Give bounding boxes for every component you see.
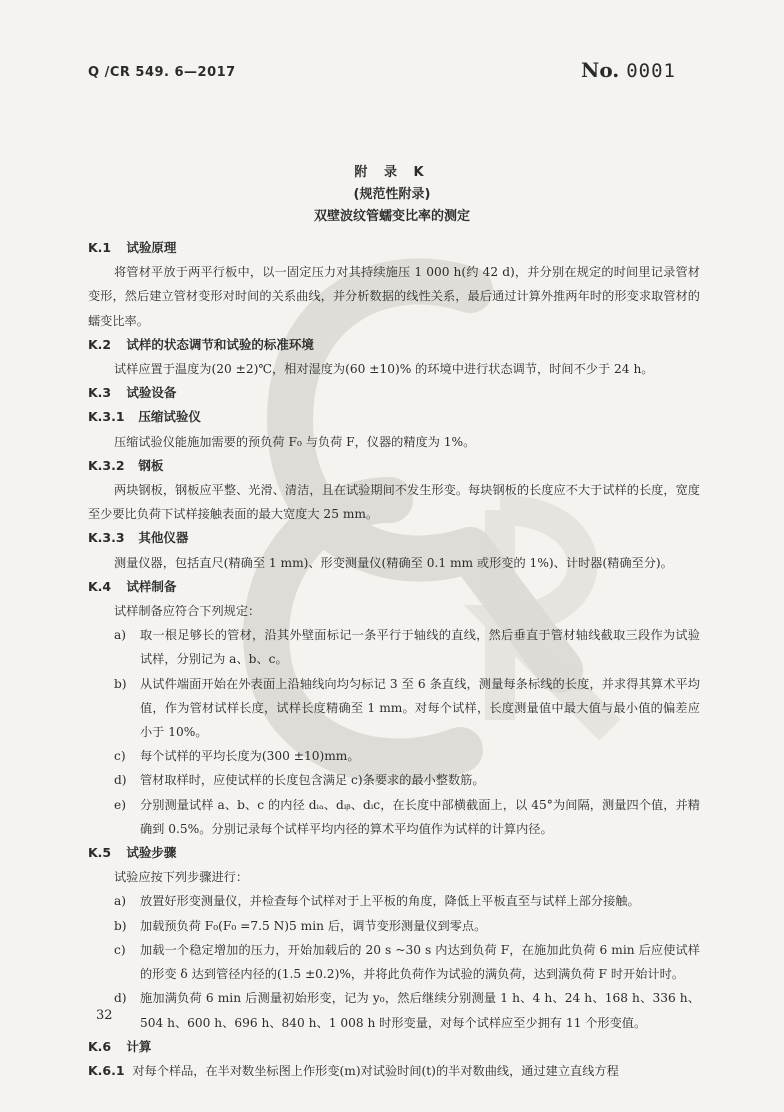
section-heading: K.6 计算 <box>88 1038 152 1054</box>
appendix-titles <box>0 162 784 228</box>
section-heading: K.2 试样的状态调节和试验的标准环境 <box>88 336 314 352</box>
list-item: e) 分别测量试样 a、b、c 的内径 dᵢₐ、dᵢᵦ、dᵢc，在长度中部横截面上，以 45°为间隔，测量四个值，并精确到 0.5%。分别记录每个试样平均内径的算术平均值作为试样的计算内径。 <box>114 797 700 836</box>
subsection-heading: K.3.1 压缩试验仪 <box>88 409 201 425</box>
section-heading: K.3 试验设备 <box>88 385 177 401</box>
section-heading: K.5 试验步骤 <box>88 845 177 861</box>
paragraph: 测量仪器，包括直尺(精确至 1 mm)、形变测量仪(精确至 0.1 mm 或形变的 1%)、计时器(精确至分)。 <box>114 555 673 570</box>
serial-value: 0001 <box>626 60 676 82</box>
normative-label: (规范性附录) <box>353 187 431 202</box>
section-heading: K.4 试样制备 <box>88 578 177 594</box>
document-body <box>88 236 700 1083</box>
appendix-title: 双壁波纹管蠕变比率的测定 <box>313 209 470 224</box>
paragraph: 压缩试验仪能施加需要的预负荷 F₀ 与负荷 F，仪器的精度为 1%。 <box>114 434 476 449</box>
section-heading: K.1 试验原理 <box>88 240 177 255</box>
list-item: c) 每个试样的平均长度为(300 ±10)mm。 <box>114 749 360 764</box>
paragraph: 两块钢板，钢板应平整、光滑、清洁，且在试验期间不发生形变。每块钢板的长度应不大于试样的长度，宽度至少要比负荷下试样接触表面的最大宽度大 25 mm。 <box>88 483 700 522</box>
serial-number <box>581 58 676 82</box>
list-item: b) 从试件端面开始在外表面上沿轴线向均匀标记 3 至 6 条直线，测量每条标线的长度，并求得其算术平均值，作为管材试样长度，试样长度精确至 1 mm。对每个试样，长度测量值中最大值与最小值的偏差应小于 10%。 <box>114 676 700 740</box>
list-item: b) 加载预负荷 F₀(F₀ =7.5 N)5 min 后，调节变形测量仪到零点。 <box>114 918 487 933</box>
list-item: a) 取一根足够长的管材，沿其外壁面标记一条平行于轴线的直线，然后垂直于管材轴线截取三段作为试验试样，分别记为 a、b、c。 <box>114 628 700 667</box>
list-item: d) 施加满负荷 6 min 后测量初始形变，记为 y₀，然后继续分别测量 1 h、4 h、24 h、168 h、336 h、504 h、600 h、696 h、840 h、1 008 h 时形变量，对每个试样应至少拥有 11 个形变值。 <box>114 991 700 1030</box>
subsection-heading: K.3.3 其他仪器 <box>88 530 189 546</box>
paragraph: K.6.1 对每个样品，在半对数坐标图上作形变(m)对试验时间(t)的半对数曲线，通过建立直线方程 <box>88 1062 619 1078</box>
list-item: d) 管材取样时，应使试样的长度包含满足 c)条要求的最小整数筋。 <box>114 773 485 788</box>
paragraph: 试样制备应符合下列规定： <box>114 604 261 619</box>
paragraph: 试样应置于温度为(20 ±2)℃，相对湿度为(60 ±10)% 的环境中进行状态调节，时间不少于 24 h。 <box>114 362 654 377</box>
paragraph: 将管材平放于两平行板中，以一固定压力对其持续施压 1 000 h(约 42 d)，并分别在规定的时间里记录管材变形，然后建立管材变形对时间的关系曲线，并分析数据的线性关系，最后通过计算外推两年时的形变求取管材的蠕变比率。 <box>88 265 700 328</box>
page-number: 32 <box>96 1008 113 1023</box>
list-item: a) 放置好形变测量仪，并检查每个试样对于上平板的角度，降低上平板直至与试样上部分接触。 <box>114 894 640 909</box>
serial-label: No. <box>581 58 620 82</box>
subsection-heading: K.3.2 钢板 <box>88 457 164 473</box>
list-item: c) 加载一个稳定增加的压力，开始加载后的 20 s ~30 s 内达到负荷 F，在施加此负荷 6 min 后应使试样的形变 δ 达到管径内径的(1.5 ±0.2)%，并将此负荷作为试验的满负荷，达到满负荷 F 时开始计时。 <box>114 942 700 982</box>
paragraph: 试验应按下列步骤进行： <box>114 870 249 885</box>
standard-code: Q /CR 549. 6—2017 <box>88 65 236 80</box>
appendix-label: 附 录 K <box>354 165 430 180</box>
